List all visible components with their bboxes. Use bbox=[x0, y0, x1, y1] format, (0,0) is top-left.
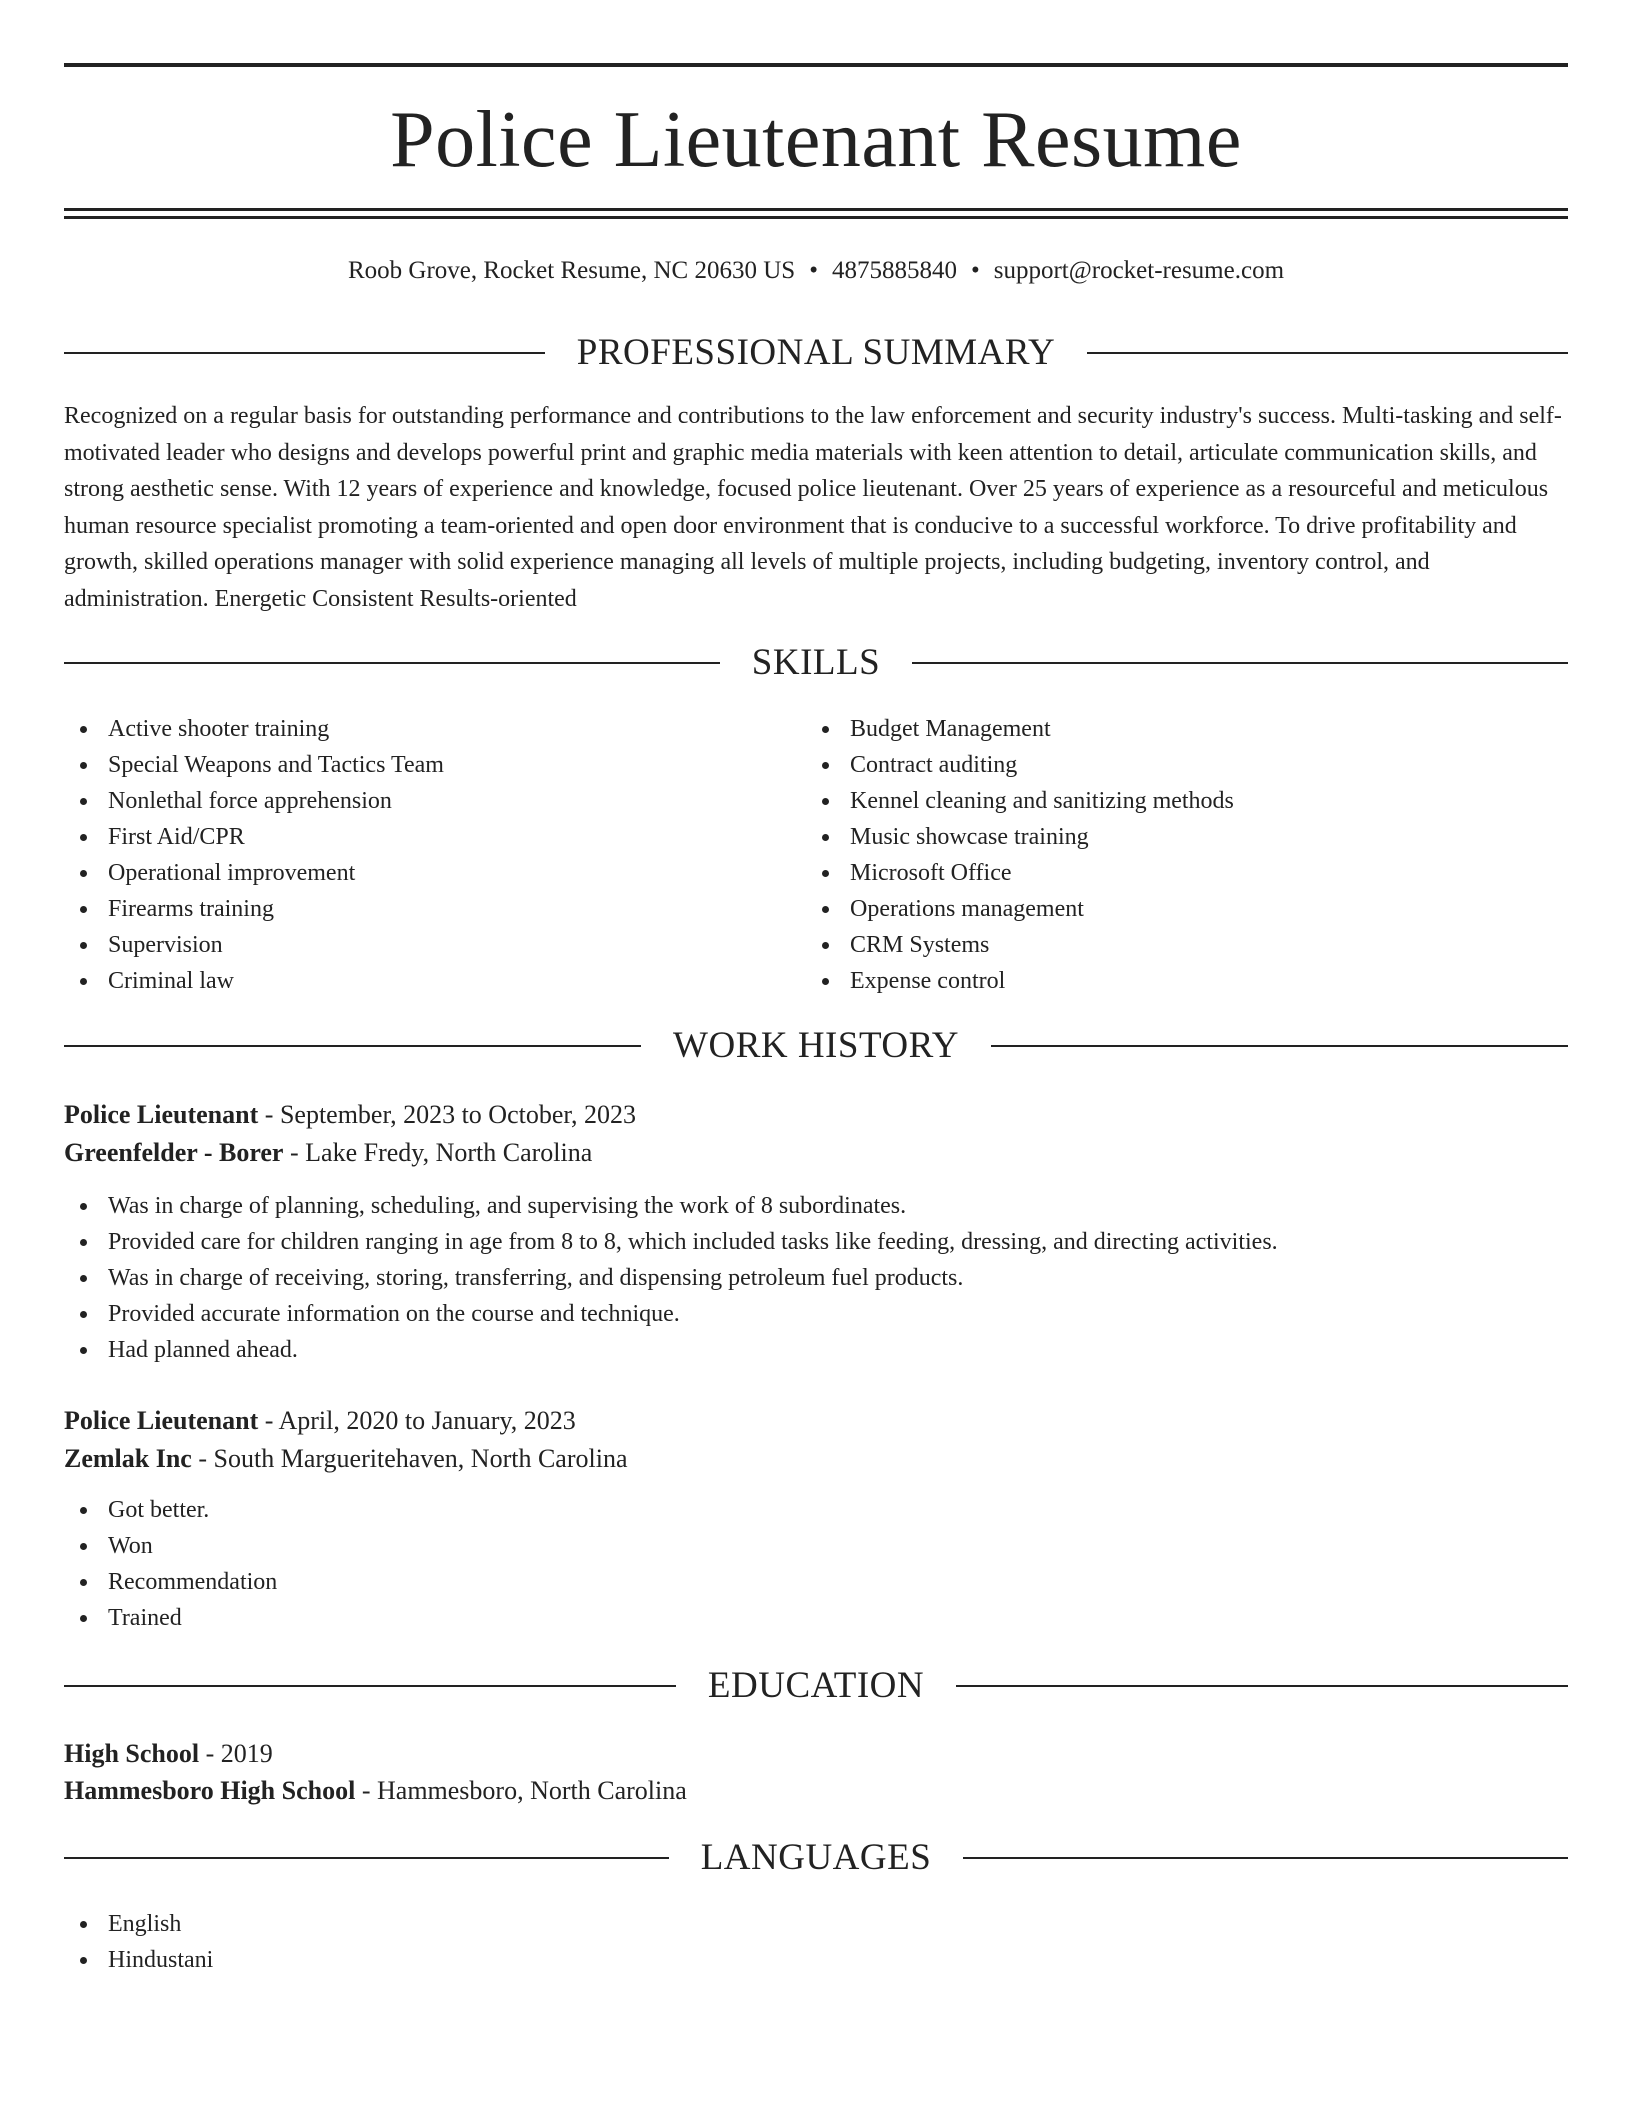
job-title-line bbox=[64, 1403, 1568, 1439]
contact-separator: • bbox=[809, 257, 818, 284]
job-company-line bbox=[64, 1441, 1568, 1477]
dash: - bbox=[355, 1776, 377, 1805]
education-school-line bbox=[64, 1773, 1568, 1809]
contact-email: support@rocket-resume.com bbox=[993, 257, 1285, 284]
contact-phone: 4875885840 bbox=[831, 257, 957, 284]
divider-line bbox=[64, 1857, 669, 1859]
languages-list bbox=[64, 1906, 1568, 1978]
section-header-work bbox=[64, 1024, 1568, 1068]
job-company-line bbox=[64, 1135, 1568, 1171]
job-title: Police Lieutenant bbox=[64, 1100, 259, 1129]
skill-item: Nonlethal force apprehension bbox=[64, 783, 764, 819]
education-degree-line bbox=[64, 1736, 1568, 1772]
skill-item: Criminal law bbox=[64, 963, 764, 999]
divider-line bbox=[912, 662, 1568, 664]
section-title-skills: SKILLS bbox=[751, 642, 881, 683]
skill-item: Supervision bbox=[64, 927, 764, 963]
skill-item: Budget Management bbox=[806, 711, 1566, 747]
contact-line bbox=[64, 254, 1568, 288]
job-location: South Margueritehaven, North Carolina bbox=[213, 1444, 628, 1473]
divider-line bbox=[64, 1685, 676, 1687]
section-title-work: WORK HISTORY bbox=[673, 1025, 959, 1066]
section-title-summary: PROFESSIONAL SUMMARY bbox=[576, 332, 1056, 373]
job-bullet: Provided care for children ranging in age from 8 to 8, which included tasks like feeding, dressing, and directing activities. bbox=[64, 1224, 1568, 1260]
divider-line bbox=[64, 662, 720, 664]
job-bullet: Got better. bbox=[64, 1492, 1568, 1528]
job-bullet: Trained bbox=[64, 1600, 1568, 1636]
dash: - bbox=[258, 1100, 280, 1129]
resume-title: Police Lieutenant Resume bbox=[390, 96, 1242, 184]
dash: - bbox=[258, 1406, 279, 1435]
skill-item: Operational improvement bbox=[64, 855, 764, 891]
skill-item: Active shooter training bbox=[64, 711, 764, 747]
job-company: Greenfelder - Borer bbox=[64, 1138, 284, 1167]
section-header-summary bbox=[64, 331, 1568, 375]
job-title-line bbox=[64, 1097, 1568, 1133]
skill-item: CRM Systems bbox=[806, 927, 1566, 963]
divider-line bbox=[963, 1857, 1568, 1859]
job-dates: April, 2020 to January, 2023 bbox=[278, 1406, 576, 1435]
section-header-skills bbox=[64, 641, 1568, 685]
job-bullet: Won bbox=[64, 1528, 1568, 1564]
dash: - bbox=[191, 1444, 214, 1473]
divider-line bbox=[956, 1685, 1568, 1687]
skill-item: Expense control bbox=[806, 963, 1566, 999]
skill-item: Operations management bbox=[806, 891, 1566, 927]
section-header-education bbox=[64, 1664, 1568, 1708]
skill-item: Contract auditing bbox=[806, 747, 1566, 783]
dash: - bbox=[283, 1138, 306, 1167]
title-rule-upper bbox=[64, 208, 1568, 211]
job-bullets bbox=[64, 1492, 1568, 1636]
job-bullet: Recommendation bbox=[64, 1564, 1568, 1600]
summary-text: Recognized on a regular basis for outstanding performance and contributions to the law enforcement and security industry's success. Multi-tasking and self-motivated leader who designs and develops powerful print and graphic media materials with keen attention to detail, articulate communication skills, and strong aesthetic sense. With 12 years of experience and knowledge, focused police lieutenant. Over 25 years of experience as a resourceful and meticulous human resource specialist promoting a team-oriented and open door environment that is conducive to a successful workforce. To drive profitability and growth, skilled operations manager with solid experience managing all levels of multiple projects, including budgeting, inventory control, and administration. Energetic Consistent Results-oriented bbox=[64, 403, 1562, 612]
education-degree: High School bbox=[64, 1739, 200, 1768]
section-header-languages bbox=[64, 1836, 1568, 1880]
job-bullet: Was in charge of planning, scheduling, and supervising the work of 8 subordinates. bbox=[64, 1188, 1568, 1224]
title-rule-lower bbox=[64, 216, 1568, 219]
skill-item: Firearms training bbox=[64, 891, 764, 927]
job-bullets bbox=[64, 1188, 1568, 1368]
skill-item: Music showcase training bbox=[806, 819, 1566, 855]
top-rule bbox=[64, 63, 1568, 67]
job-dates: September, 2023 to October, 2023 bbox=[279, 1100, 637, 1129]
education-year: 2019 bbox=[220, 1739, 273, 1768]
job-location: Lake Fredy, North Carolina bbox=[305, 1138, 593, 1167]
job-bullet: Was in charge of receiving, storing, transferring, and dispensing petroleum fuel products. bbox=[64, 1260, 1568, 1296]
skill-item: Microsoft Office bbox=[806, 855, 1566, 891]
skills-list-left bbox=[64, 711, 764, 999]
section-title-languages: LANGUAGES bbox=[700, 1837, 932, 1878]
divider-line bbox=[64, 352, 545, 354]
divider-line bbox=[64, 1045, 641, 1047]
language-item: English bbox=[64, 1906, 1568, 1942]
job-title: Police Lieutenant bbox=[64, 1406, 259, 1435]
divider-line bbox=[1087, 352, 1568, 354]
contact-separator: • bbox=[970, 257, 980, 284]
contact-address: Roob Grove, Rocket Resume, NC 20630 US bbox=[347, 257, 796, 284]
language-item: Hindustani bbox=[64, 1942, 1568, 1978]
divider-line bbox=[991, 1045, 1568, 1047]
section-title-education: EDUCATION bbox=[707, 1665, 925, 1706]
job-bullet: Had planned ahead. bbox=[64, 1332, 1568, 1368]
job-company: Zemlak Inc bbox=[64, 1444, 192, 1473]
skills-list-right bbox=[806, 711, 1566, 999]
dash: - bbox=[199, 1739, 221, 1768]
education-school: Hammesboro High School bbox=[64, 1776, 356, 1805]
job-bullet: Provided accurate information on the course and technique. bbox=[64, 1296, 1568, 1332]
skill-item: Special Weapons and Tactics Team bbox=[64, 747, 764, 783]
skill-item: First Aid/CPR bbox=[64, 819, 764, 855]
education-location: Hammesboro, North Carolina bbox=[377, 1776, 687, 1805]
skill-item: Kennel cleaning and sanitizing methods bbox=[806, 783, 1566, 819]
